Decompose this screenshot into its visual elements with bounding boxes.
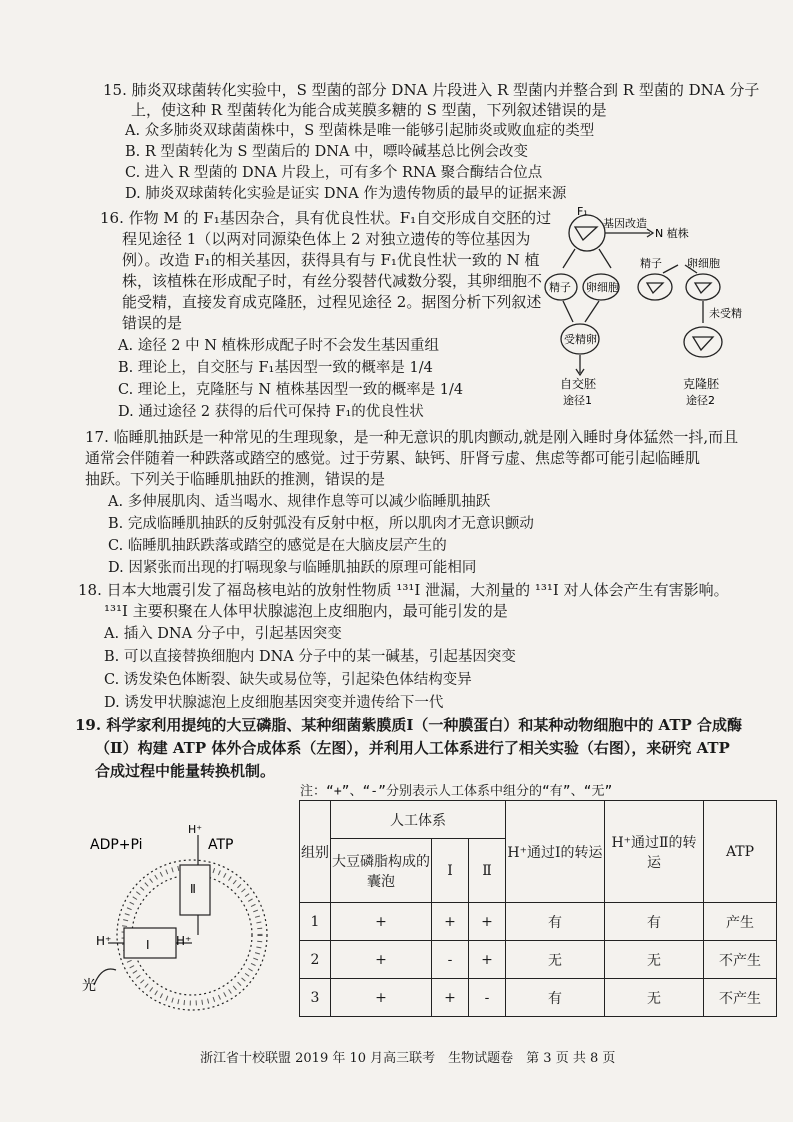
cell: +: [469, 903, 506, 941]
q17-stem-line2: 通常会伴随着一种跌落或踏空的感觉。过于劳累、缺钙、肝肾亏虚、焦虑等都可能引起临睡肌: [85, 449, 701, 467]
label-modify: 基因改造: [603, 217, 647, 230]
th-group: 组别: [300, 801, 331, 903]
label-n-plant: N 植株: [655, 227, 689, 240]
label-h-top: H⁺: [188, 825, 203, 836]
q19-table-note: 注：“+”、“-”分别表示人工体系中组分的“有”、“无”: [300, 784, 613, 799]
label-unfertilized: 未受精: [709, 307, 742, 320]
q16-stem-line4: 株，该植株在形成配子时，有丝分裂替代减数分裂，其卵细胞不: [122, 272, 543, 290]
q17-option-a: A. 多伸展肌肉、适当喝水、规律作息等可以减少临睡肌抽跃: [108, 494, 491, 510]
cell: 3: [300, 979, 331, 1017]
label-atp: ATP: [208, 837, 234, 853]
q18-stem-line1: 18. 日本大地震引发了福岛核电站的放射性物质 ¹³¹I 泄漏，大剂量的 ¹³¹I 对人体会产生有害影响。: [78, 581, 729, 599]
cell: 有: [506, 903, 605, 941]
label-egg: 卵细胞: [586, 281, 619, 294]
cell: 产生: [704, 903, 777, 941]
cell: 1: [300, 903, 331, 941]
label-i: Ⅰ: [146, 938, 150, 952]
cell: +: [432, 979, 469, 1017]
th-i: Ⅰ: [432, 839, 469, 903]
label-route1: 途径1: [563, 394, 592, 407]
th-transport-i: H⁺通过Ⅰ的转运: [506, 801, 605, 903]
q16-option-b: B. 理论上，自交胚与 F₁基因型一致的概率是 1/4: [118, 360, 433, 376]
page-footer: 浙江省十校联盟 2019 年 10 月高三联考 生物试题卷 第 3 页 共 8 页: [200, 1051, 616, 1066]
q16-stem-line6: 错误的是: [122, 314, 183, 332]
cell: 无: [605, 941, 704, 979]
label-clone-sperm: 精子: [640, 257, 662, 270]
chromosome-shape: [575, 227, 597, 240]
th-atp: ATP: [704, 801, 777, 903]
th-vesicle: 大豆磷脂构成的囊泡: [331, 839, 432, 903]
q18-option-a: A. 插入 DNA 分子中，引起基因突变: [104, 626, 342, 642]
q19-stem-line2: （Ⅱ）构建 ATP 体外合成体系（左图），并利用人工体系进行了相关实验（右图），来研究 ATP: [95, 739, 730, 757]
q16-option-c: C. 理论上，克隆胚与 N 植株基因型一致的概率是 1/4: [118, 382, 464, 398]
cell: -: [469, 979, 506, 1017]
label-light: 光: [82, 978, 96, 994]
cell: +: [432, 903, 469, 941]
q17-stem-line1: 17. 临睡肌抽跃是一种常见的生理现象，是一种无意识的肌肉颤动,就是刚入睡时身体猛然一抖,而且: [85, 428, 739, 446]
q15-stem-line2: 上，使这种 R 型菌转化为能合成荚膜多糖的 S 型菌，下列叙述错误的是: [131, 101, 607, 119]
q16-pathway-diagram: [535, 205, 750, 410]
q16-option-d: D. 通过途径 2 获得的后代可保持 F₁的优良性状: [118, 404, 424, 420]
clone-egg-cell: [686, 274, 720, 300]
cell: 不产生: [704, 941, 777, 979]
th-ii: Ⅱ: [469, 839, 506, 903]
label-route2: 途径2: [686, 394, 715, 407]
cell: +: [331, 979, 432, 1017]
cell: 有: [605, 903, 704, 941]
q17-option-c: C. 临睡肌抽跃跌落或踏空的感觉是在大脑皮层产生的: [108, 538, 447, 554]
cell: 2: [300, 941, 331, 979]
label-self-embryo: 自交胚: [560, 377, 597, 391]
q16-stem-line1: 16. 作物 M 的 F₁基因杂合，具有优良性状。F₁自交形成自交胚的过: [100, 209, 552, 227]
q15-option-a: A. 众多肺炎双球菌菌株中，S 型菌株是唯一能够引起肺炎或败血症的类型: [125, 123, 595, 139]
th-transport-ii: H⁺通过Ⅱ的转运: [605, 801, 704, 903]
q16-option-a: A. 途径 2 中 N 植株形成配子时不会发生基因重组: [118, 338, 440, 354]
q16-stem-line2: 程见途径 1（以两对同源染色体上 2 对独立遗传的等位基因为: [122, 230, 531, 248]
q17-option-d: D. 因紧张而出现的打嗝现象与临睡肌抽跃的原理可能相同: [108, 560, 477, 576]
cell: +: [331, 903, 432, 941]
q15-option-b: B. R 型菌转化为 S 型菌后的 DNA 中，嘌呤碱基总比例会改变: [125, 144, 529, 160]
q16-stem-line3: 例）。改造 F₁的相关基因，获得具有与 F₁优良性状一致的 N 植: [122, 251, 540, 269]
label-sperm: 精子: [549, 281, 571, 294]
cell: 不产生: [704, 979, 777, 1017]
q16-stem-line5: 能受精，直接发育成克隆胚，过程见途径 2。据图分析下列叙述: [122, 293, 542, 311]
q19-results-table: [299, 800, 777, 1017]
cell: 有: [506, 979, 605, 1017]
label-ii: Ⅱ: [190, 882, 196, 896]
cell: +: [469, 941, 506, 979]
th-system: 人工体系: [331, 801, 506, 839]
q18-stem-line2: ¹³¹I 主要积聚在人体甲状腺滤泡上皮细胞内，最可能引发的是: [104, 602, 508, 620]
q19-stem-line3: 合成过程中能量转换机制。: [95, 762, 276, 780]
cell: -: [432, 941, 469, 979]
cell: 无: [605, 979, 704, 1017]
q17-option-b: B. 完成临睡肌抽跃的反射弧没有反射中枢，所以肌肉才无意识颤动: [108, 516, 534, 532]
f1-cell-circle: [569, 215, 605, 251]
label-adp-pi: ADP+Pi: [90, 837, 143, 853]
label-h-right: H⁺: [176, 934, 192, 948]
clone-sperm-cell: [638, 274, 672, 300]
label-clone-egg: 卵细胞: [687, 257, 720, 270]
cell: +: [331, 941, 432, 979]
q18-option-d: D. 诱发甲状腺滤泡上皮细胞基因突变并遗传给下一代: [104, 695, 444, 711]
q19-vesicle-diagram: [80, 825, 300, 1025]
clone-embryo-cell: [684, 327, 722, 357]
q15-stem-line1: 15. 肺炎双球菌转化实验中，S 型菌的部分 DNA 片段进入 R 型菌内并整合到 R 型菌的 DNA 分子: [103, 81, 760, 99]
table-row: [300, 903, 777, 941]
q17-stem-line3: 抽跃。下列关于临睡肌抽跃的推测，错误的是: [85, 470, 386, 488]
q18-option-b: B. 可以直接替换细胞内 DNA 分子中的某一碱基，引起基因突变: [104, 649, 516, 665]
label-fertilized-egg: 受精卵: [564, 333, 597, 346]
table-row: [300, 941, 777, 979]
label-clone-embryo: 克隆胚: [683, 377, 720, 391]
cell: 无: [506, 941, 605, 979]
q18-option-c: C. 诱发染色体断裂、缺失或易位等，引起染色体结构变异: [104, 672, 472, 688]
label-f1: F₁: [577, 205, 588, 218]
q15-option-c: C. 进入 R 型菌的 DNA 片段上，可有多个 RNA 聚合酶结合位点: [125, 165, 543, 181]
purple-membrane-protein-i: [124, 928, 176, 958]
q15-option-d: D. 肺炎双球菌转化实验是证实 DNA 作为遗传物质的最早的证据来源: [125, 186, 567, 202]
table-row: [300, 979, 777, 1017]
q19-stem-line1: 19. 科学家利用提纯的大豆磷脂、某种细菌紫膜质Ⅰ（一种膜蛋白）和某种动物细胞中的 ATP 合成酶: [75, 716, 743, 734]
label-h-left: H⁺: [96, 934, 112, 948]
